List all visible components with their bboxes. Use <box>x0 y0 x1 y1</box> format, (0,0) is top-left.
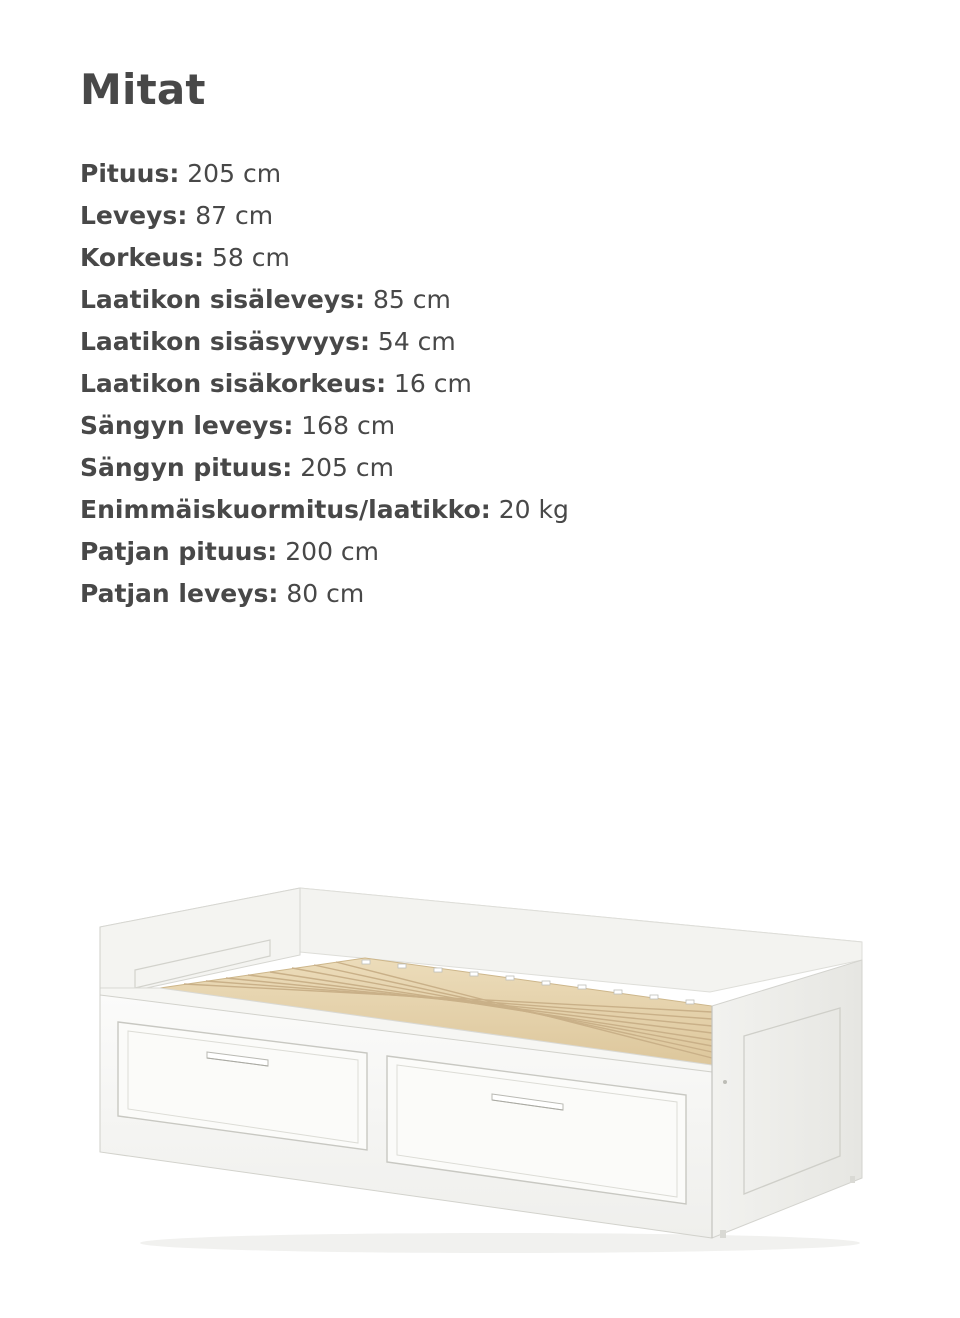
spec-label: Leveys: <box>80 201 188 230</box>
spec-value: 58 cm <box>211 243 290 272</box>
spec-value: 168 cm <box>301 411 396 440</box>
spec-row-drawer-inner-depth <box>80 321 569 363</box>
spec-value: 205 cm <box>187 159 282 188</box>
daybed-product-image <box>80 860 880 1260</box>
spec-value: 85 cm <box>372 285 451 314</box>
spec-label: Sängyn pituus: <box>80 453 293 482</box>
section-title: Mitat <box>80 65 206 114</box>
spec-label: Laatikon sisäsyvyys: <box>80 327 370 356</box>
spec-label: Pituus: <box>80 159 180 188</box>
spec-value: 87 cm <box>195 201 274 230</box>
spec-row-width <box>80 195 569 237</box>
spec-label: Enimmäiskuormitus/laatikko: <box>80 495 491 524</box>
spec-value: 54 cm <box>377 327 456 356</box>
spec-label: Laatikon sisäkorkeus: <box>80 369 387 398</box>
spec-value: 80 cm <box>286 579 365 608</box>
spec-value: 200 cm <box>285 537 380 566</box>
spec-row-bed-width <box>80 405 569 447</box>
foot-front-right <box>720 1230 726 1238</box>
dimension-spec-list <box>80 153 569 615</box>
spec-label: Patjan pituus: <box>80 537 278 566</box>
foot-back-right <box>850 1176 855 1183</box>
spec-value: 16 cm <box>394 369 472 398</box>
floor-shadow <box>140 1233 860 1253</box>
spec-row-drawer-inner-width <box>80 279 569 321</box>
spec-row-height <box>80 237 569 279</box>
spec-label: Patjan leveys: <box>80 579 279 608</box>
spec-row-mattress-width <box>80 573 569 615</box>
spec-label: Sängyn leveys: <box>80 411 294 440</box>
spec-row-max-load-per-drawer <box>80 489 569 531</box>
spec-value: 205 cm <box>300 453 394 482</box>
spec-label: Laatikon sisäleveys: <box>80 285 365 314</box>
spec-row-bed-length <box>80 447 569 489</box>
spec-row-mattress-length <box>80 531 569 573</box>
spec-row-drawer-inner-height <box>80 363 569 405</box>
screw-cap <box>723 1080 727 1084</box>
spec-row-length <box>80 153 569 195</box>
spec-value: 20 kg <box>498 495 569 524</box>
spec-label: Korkeus: <box>80 243 205 272</box>
